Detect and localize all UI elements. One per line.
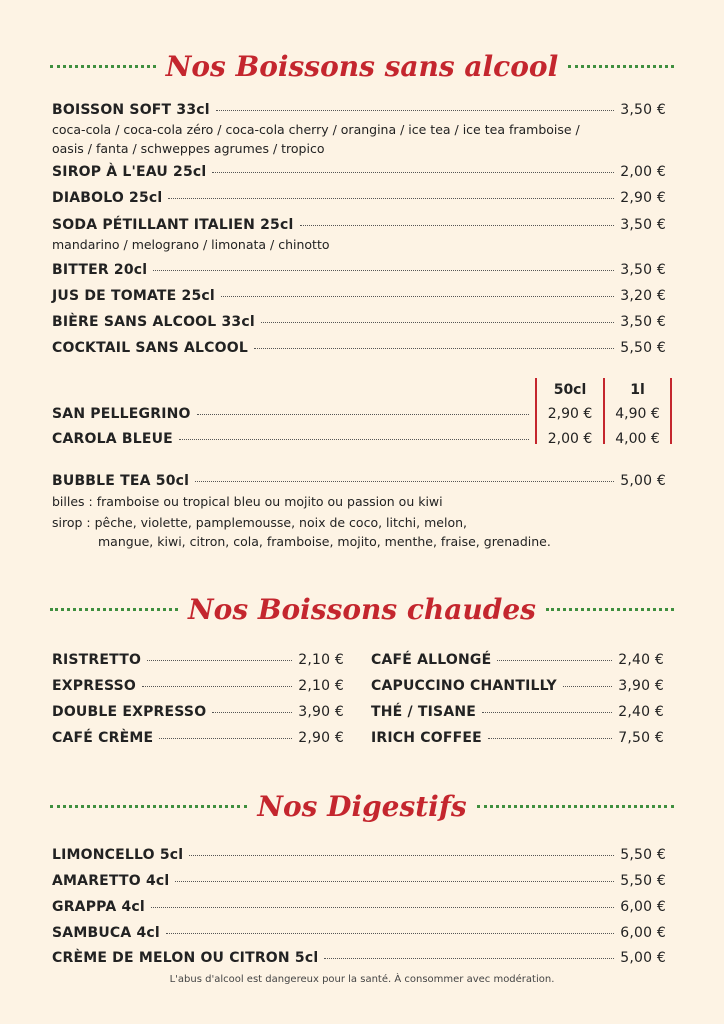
item-price: 2,40 € [618,652,664,668]
menu-item [52,678,344,694]
menu-item [52,406,529,422]
item-price-50cl: 2,90 € [547,406,593,422]
dot-leader [175,881,614,882]
item-price: 6,00 € [620,925,666,941]
item-name: CAROLA BLEUE [52,431,173,447]
item-name: BITTER 20cl [52,262,148,278]
dot-leader [324,958,614,959]
menu-item [52,314,666,330]
item-name: CAFÉ CRÈME [52,730,154,746]
item-price: 6,00 € [620,899,666,915]
item-name: SIROP À L'EAU 25cl [52,164,207,180]
dot-leader [195,481,614,482]
dot-leader [212,712,292,713]
item-name: CAFÉ ALLONGÉ [371,652,492,668]
item-name: BUBBLE TEA 50cl [52,473,190,489]
menu-item [371,704,664,720]
item-price: 2,90 € [620,190,666,206]
item-name: EXPRESSO [52,678,137,694]
section-title-digestifs [0,790,724,823]
section-title-chaudes [0,593,724,626]
item-price: 3,50 € [620,102,666,118]
item-price-1l: 4,90 € [615,406,660,422]
item-description: sirop : pêche, violette, pamplemousse, noix de coco, litchi, melon, [52,515,467,530]
menu-item [52,217,666,233]
item-price: 2,10 € [298,678,344,694]
dot-leader [221,296,614,297]
dot-leader [300,225,615,226]
dotted-divider [50,608,178,611]
item-price: 3,90 € [618,678,664,694]
item-name: CRÈME DE MELON OU CITRON 5cl [52,950,319,966]
health-warning: L'abus d'alcool est dangereux pour la santé. À consommer avec modération. [169,974,555,985]
item-name: COCKTAIL SANS ALCOOL [52,340,248,356]
dot-leader [168,198,614,199]
dot-leader [142,686,292,687]
item-name: DIABOLO 25cl [52,190,163,206]
menu-item [52,925,666,941]
menu-item [52,873,666,889]
dotted-divider [477,805,674,808]
section-heading: Nos Boissons sans alcool [165,50,559,83]
item-name: SAN PELLEGRINO [52,406,191,422]
dot-leader [189,855,614,856]
menu-item [52,847,666,863]
item-name: SODA PÉTILLANT ITALIEN 25cl [52,217,294,233]
dot-leader [212,172,614,173]
dot-leader [153,270,614,271]
menu-item [52,288,666,304]
item-price-50cl: 2,00 € [547,431,593,447]
item-name: BIÈRE SANS ALCOOL 33cl [52,314,255,330]
item-name: JUS DE TOMATE 25cl [52,288,215,304]
item-price: 2,10 € [298,652,344,668]
item-price: 3,50 € [620,262,666,278]
item-price: 3,20 € [620,288,666,304]
column-header-50cl: 50cl [553,382,587,398]
item-name: BOISSON SOFT 33cl [52,102,210,118]
menu-item [371,730,664,746]
menu-item [52,431,529,447]
item-name: LIMONCELLO 5cl [52,847,184,863]
dot-leader [166,933,614,934]
menu-item [52,730,344,746]
item-price: 3,50 € [620,314,666,330]
item-name: DOUBLE EXPRESSO [52,704,207,720]
dot-leader [261,322,614,323]
menu-item [371,652,664,668]
item-description: mangue, kiwi, citron, cola, framboise, mojito, menthe, fraise, grenadine. [98,534,551,549]
dotted-divider [546,608,674,611]
item-price-1l: 4,00 € [615,431,660,447]
menu-item [52,473,666,489]
dot-leader [497,660,612,661]
dot-leader [216,110,615,111]
item-name: GRAPPA 4cl [52,899,145,915]
table-divider [670,378,672,444]
menu-item [52,652,344,668]
item-price: 5,50 € [620,873,666,889]
dot-leader [179,439,529,440]
item-name: AMARETTO 4cl [52,873,170,889]
item-price: 2,00 € [620,164,666,180]
menu-item [52,164,666,180]
dotted-divider [568,65,674,68]
item-price: 5,00 € [620,950,666,966]
item-price: 7,50 € [618,730,664,746]
item-price: 2,90 € [298,730,344,746]
item-name: CAPUCCINO CHANTILLY [371,678,557,694]
item-description: coca-cola / coca-cola zéro / coca-cola cherry / orangina / ice tea / ice tea framboise / [52,122,580,137]
item-price: 5,50 € [620,847,666,863]
dotted-divider [50,65,156,68]
dot-leader [151,907,614,908]
menu-item [52,102,666,118]
dot-leader [159,738,292,739]
item-name: THÉ / TISANE [371,704,477,720]
menu-item [52,950,666,966]
item-name: RISTRETTO [52,652,142,668]
dotted-divider [50,805,247,808]
menu-item [52,899,666,915]
column-header-1l: 1l [630,382,645,398]
item-name: SAMBUCA 4cl [52,925,160,941]
dot-leader [563,686,612,687]
item-price: 3,90 € [298,704,344,720]
menu-item [371,678,664,694]
dot-leader [197,414,529,415]
item-price: 5,00 € [620,473,666,489]
section-title-sans-alcool [0,50,724,83]
menu-item [52,262,666,278]
menu-item [52,340,666,356]
item-description: billes : framboise ou tropical bleu ou mojito ou passion ou kiwi [52,494,443,509]
item-description: mandarino / melograno / limonata / chinotto [52,237,330,252]
item-description: oasis / fanta / schweppes agrumes / tropico [52,141,325,156]
dot-leader [482,712,612,713]
menu-item [52,704,344,720]
dot-leader [147,660,292,661]
item-price: 2,40 € [618,704,664,720]
dot-leader [488,738,612,739]
dot-leader [254,348,614,349]
menu-item [52,190,666,206]
section-heading: Nos Boissons chaudes [188,593,536,626]
item-price: 5,50 € [620,340,666,356]
item-price: 3,50 € [620,217,666,233]
item-name: IRICH COFFEE [371,730,482,746]
section-heading: Nos Digestifs [257,790,467,823]
